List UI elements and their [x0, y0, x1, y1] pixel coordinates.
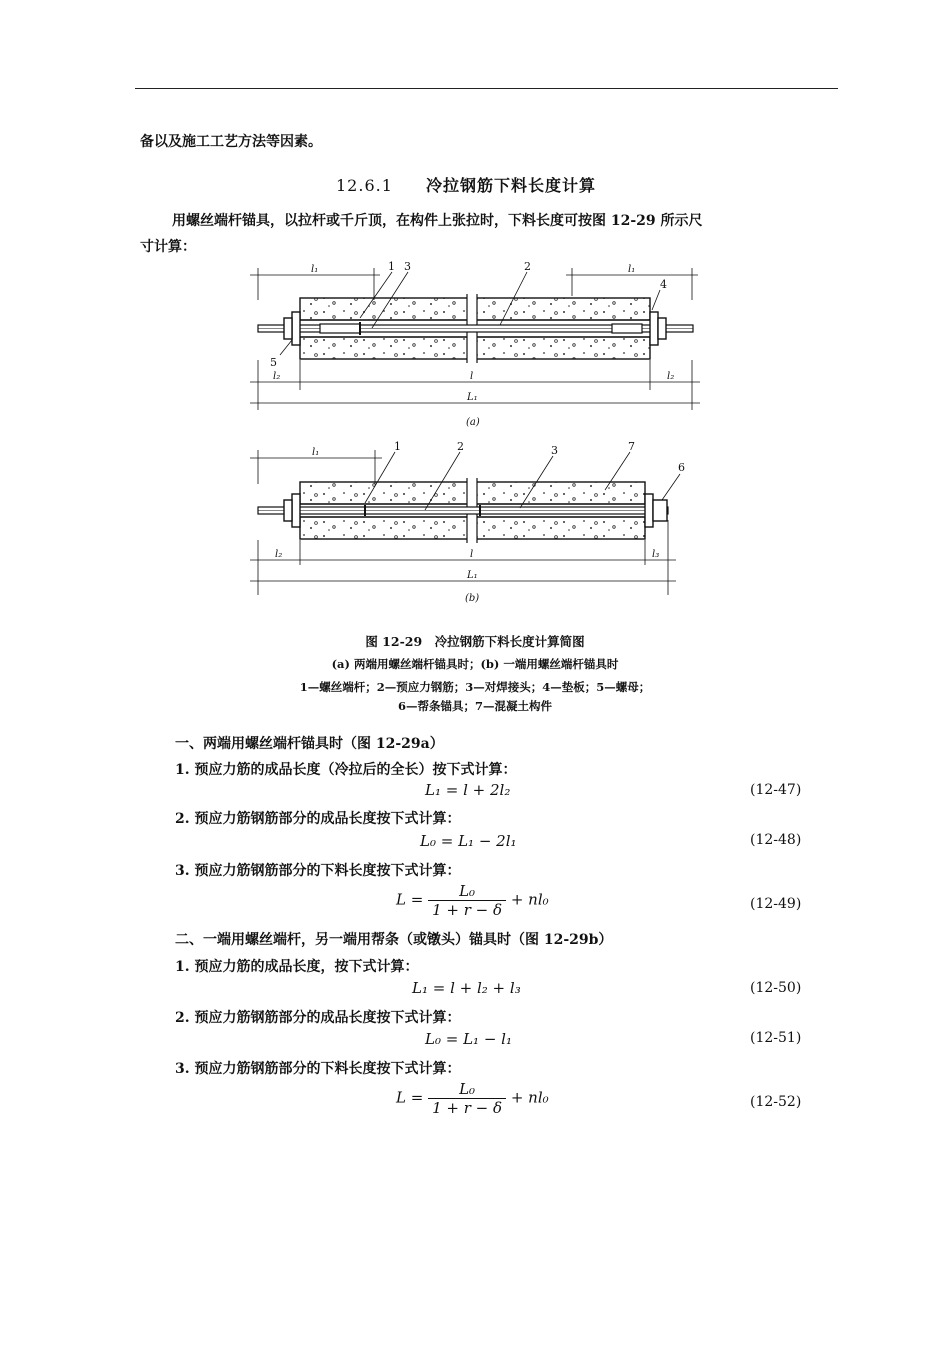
eq-12-52-tail: + nl₀ [510, 1088, 549, 1107]
intro-line: 备以及施工工艺方法等因素。 [140, 134, 322, 150]
figure-caption-legend-2: 6—帮条锚具；7—混凝土构件 [397, 699, 552, 713]
fig-b-dim-l3: l₃ [652, 549, 660, 560]
equation-number-12-49: (12-49) [750, 896, 802, 912]
fig-a-label: (a) [466, 417, 480, 428]
equation-12-48: L₀ = L₁ − 2l₁ [420, 832, 517, 850]
fig-a-callout-2: 2 [524, 260, 531, 273]
part1-item1: 1. 预应力筋的成品长度（冷拉后的全长）按下式计算： [175, 762, 517, 778]
figure-caption-title: 图 12-29 冷拉钢筋下料长度计算简图 [365, 634, 585, 649]
equation-12-47: L₁ = l + 2l₂ [425, 781, 511, 799]
eq-12-49-fraction [428, 882, 506, 919]
part1-item2: 2. 预应力筋钢筋部分的成品长度按下式计算： [175, 811, 461, 827]
figure-12-29 [0, 255, 950, 615]
fig-b-label: (b) [465, 593, 480, 604]
equation-12-50: L₁ = l + l₂ + l₃ [412, 979, 521, 997]
fig-a-callout-5: 5 [270, 356, 277, 369]
fig-b-dim-l2: l₂ [275, 549, 283, 560]
fig-a-dim-l1-left: l₁ [311, 264, 319, 275]
section-number: 12.6.1 [336, 176, 393, 195]
fig-b-dim-l: l [470, 549, 474, 560]
fig-a-callout-3: 3 [404, 260, 411, 273]
fig-b-callout-2: 2 [457, 440, 464, 453]
fig-a-callout-4: 4 [660, 278, 667, 291]
fig-b-callout-3: 3 [551, 444, 558, 457]
eq-12-52-lhs: L = [396, 1088, 424, 1107]
eq-12-49-lhs: L = [396, 890, 424, 909]
fig-b-callout-1: 1 [394, 440, 401, 453]
part2-heading: 二、一端用螺丝端杆，另一端用帮条（或镦头）锚具时（图 12-29b） [175, 932, 613, 948]
fig-a-callout-1: 1 [388, 260, 395, 273]
part2-item3: 3. 预应力筋钢筋部分的下料长度按下式计算： [175, 1061, 461, 1077]
part2-item2: 2. 预应力筋钢筋部分的成品长度按下式计算： [175, 1010, 461, 1026]
figure-a [250, 268, 700, 410]
equation-number-12-48: (12-48) [750, 832, 802, 848]
fig-a-dim-l2-left: l₂ [273, 371, 281, 382]
equation-number-12-50: (12-50) [750, 980, 802, 996]
equation-12-52 [396, 1080, 549, 1117]
equation-12-49 [396, 882, 549, 919]
equation-number-12-47: (12-47) [750, 782, 802, 798]
section-title: 冷拉钢筋下料长度计算 [426, 176, 597, 195]
eq-12-52-fraction [428, 1080, 506, 1117]
part1-heading: 一、两端用螺丝端杆锚具时（图 12-29a） [175, 736, 444, 752]
equation-number-12-52: (12-52) [750, 1094, 802, 1110]
paragraph-line-1: 用螺丝端杆锚具，以拉杆或千斤顶，在构件上张拉时，下料长度可按图 12-29 所示尺 [172, 213, 703, 229]
fig-a-dim-l: l [470, 371, 474, 382]
part1-item3: 3. 预应力筋钢筋部分的下料长度按下式计算： [175, 863, 461, 879]
fig-b-dim-L1: L₁ [467, 570, 478, 581]
eq-12-49-tail: + nl₀ [510, 890, 549, 909]
equation-12-51: L₀ = L₁ − l₁ [425, 1030, 512, 1048]
eq-12-52-denominator: 1 + r − δ [432, 1099, 503, 1117]
header-rule [135, 88, 838, 89]
figure-b [250, 450, 680, 595]
fig-a-dim-l1-right: l₁ [628, 264, 636, 275]
fig-b-dim-l1: l₁ [312, 447, 320, 458]
eq-12-52-numerator: L₀ [428, 1080, 506, 1099]
section-heading [336, 173, 596, 196]
equation-number-12-51: (12-51) [750, 1030, 802, 1046]
part2-item1: 1. 预应力筋的成品长度，按下式计算： [175, 959, 419, 975]
fig-a-dim-l2-right: l₂ [667, 371, 675, 382]
fig-a-dim-L1: L₁ [467, 392, 478, 403]
figure-caption-sub: (a) 两端用螺丝端杆锚具时；(b) 一端用螺丝端杆锚具时 [331, 657, 619, 671]
eq-12-49-numerator: L₀ [428, 882, 506, 901]
paragraph-line-2: 寸计算： [140, 239, 196, 255]
fig-b-callout-7: 7 [628, 440, 635, 453]
eq-12-49-denominator: 1 + r − δ [432, 901, 503, 919]
figure-caption-legend-1: 1—螺丝端杆；2—预应力钢筋；3—对焊接头；4—垫板；5—螺母； [299, 680, 651, 694]
fig-b-callout-6: 6 [678, 461, 685, 474]
